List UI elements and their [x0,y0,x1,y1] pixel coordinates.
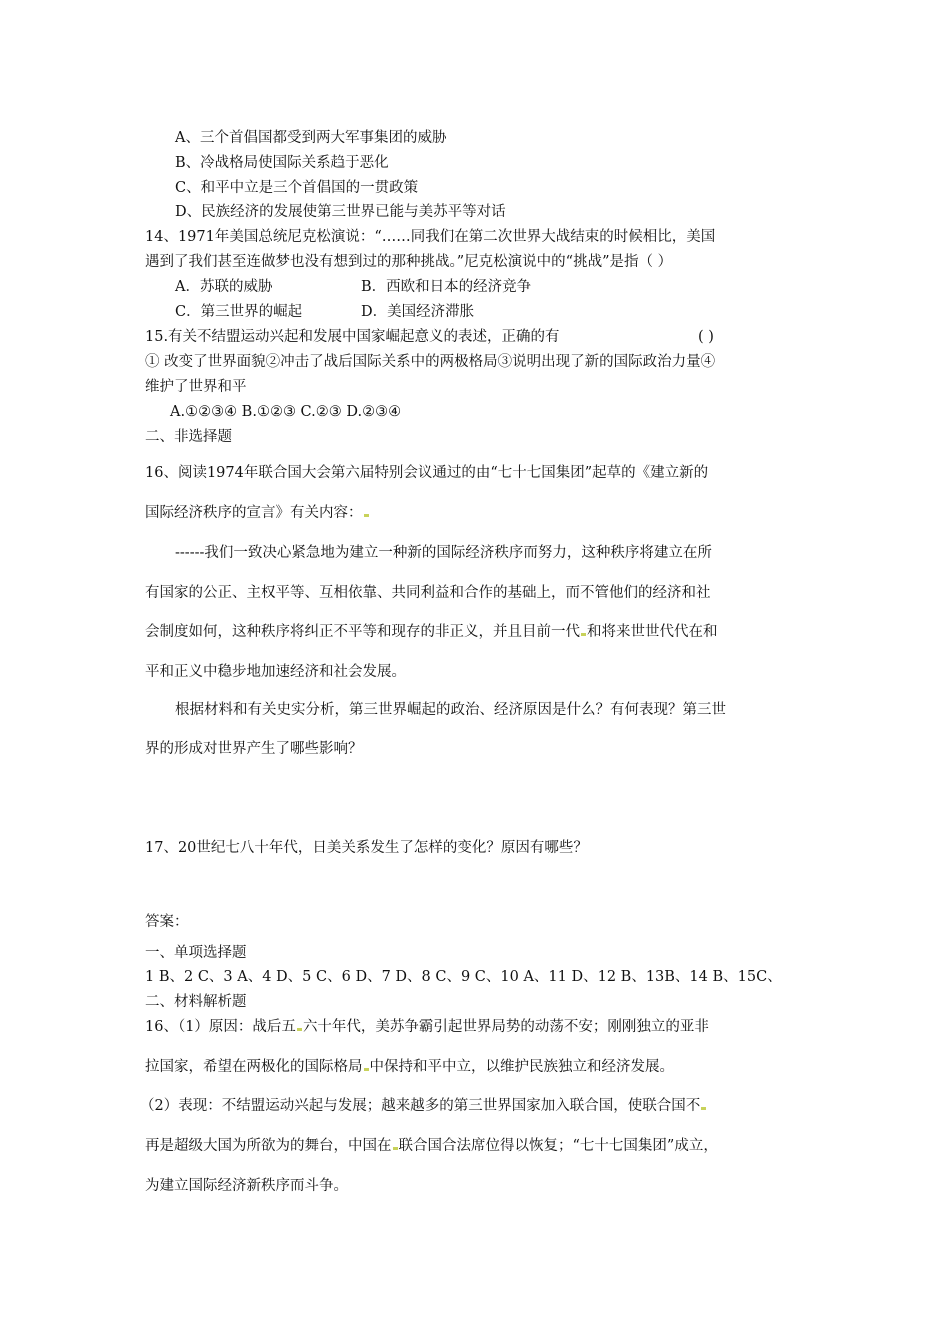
answers-section1: 一、单项选择题 [145,945,247,961]
q14-stem-line1: 14、1971年美国总统尼克松演说：“……同我们在第二次世界大战结束的时候相比，美国 [145,229,716,245]
answer16-line5: 为建立国际经济新秩序而斗争。 [145,1178,348,1194]
q15-answer-paren: ( ) [698,329,714,345]
q16-quote-line2: 有国家的公正、主权平等、互相依靠、共同利益和合作的基础上，而不管他们的经济和社 [145,585,711,601]
q15-stem-line2: ① 改变了世界面貌②冲击了战后国际关系中的两极格局③说明出现了新的国际政治力量④ [145,354,716,370]
edit-mark [297,1028,302,1031]
q15-stem-line1: 15.有关不结盟运动兴起和发展中国家崛起意义的表述，正确的有 [145,329,560,345]
answer16-line2: 拉国家，希望在两极化的国际格局 中保持和平中立，以维护民族独立和经济发展。 [145,1059,674,1075]
q14-option-a: A．苏联的威胁 [175,279,273,295]
answers-choice-list: 1 B、2 C、3 A、4 D、5 C、6 D、7 D、8 C、9 C、10 A、11 D、12 B、13B、14 B、15C、 [145,969,782,985]
answer16-line1: 16、（1）原因：战后五 六十年代，美苏争霸引起世界局势的动荡不安；刚刚独立的亚非 [145,1019,709,1035]
q13-option-d: D、民族经济的发展使第三世界已能与美苏平等对话 [175,204,506,220]
q15-stem-line3: 维护了世界和平 [145,379,247,395]
q16-stem-line2: 国际经济秩序的宣言》有关内容： [145,503,370,523]
q13-option-c: C、和平中立是三个首倡国的一贯政策 [175,180,419,196]
q15-options: A.①②③④ B.①②③ C.②③ D.②③④ [170,404,402,420]
q14-option-c: C．第三世界的崛起 [175,304,303,320]
q14-option-b: B．西欧和日本的经济竞争 [361,279,532,295]
edit-mark [364,514,369,517]
answer16-line3: （2）表现：不结盟运动兴起与发展；越来越多的第三世界国家加入联合国，使联合国不 [140,1096,707,1116]
q13-option-a: A、三个首倡国都受到两大军事集团的威胁 [175,130,447,146]
answers-section2: 二、材料解析题 [145,994,247,1010]
q13-option-b: B、冷战格局使国际关系趋于恶化 [175,155,389,171]
q16-quote-line4: 平和正义中稳步地加速经济和社会发展。 [145,664,406,680]
section2-heading: 二、非选择题 [145,429,232,445]
edit-mark [581,633,586,636]
edit-mark [364,1068,369,1071]
q14-stem-line2: 遇到了我们甚至连做梦也没有想到过的那种挑战。”尼克松演说中的“挑战”是指（ ） [145,254,673,270]
edit-mark [701,1107,706,1110]
q14-option-d: D．美国经济滞胀 [361,304,475,320]
q16-quote-line1: ------我们一致决心紧急地为建立一种新的国际经济秩序而努力，这种秩序将建立在所 [175,545,712,561]
q17-stem: 17、20世纪七八十年代，日美关系发生了怎样的变化？原因有哪些？ [145,840,588,856]
q16-stem-line1: 16、阅读1974年联合国大会第六届特别会议通过的由“七十七国集团”起草的《建立新的 [145,465,709,481]
answers-heading: 答案： [145,914,189,930]
edit-mark [393,1147,398,1150]
q16-quote-line3: 会制度如何，这种秩序将纠正不平等和现存的非正义，并且目前一代 和将来世世代代在和 [145,624,718,640]
q16-question-line1: 根据材料和有关史实分析，第三世界崛起的政治、经济原因是什么？有何表现？第三世 [175,702,726,718]
answer16-line4: 再是超级大国为所欲为的舞台，中国在 联合国合法席位得以恢复；“七十七国集团”成立， [145,1138,718,1154]
q16-question-line2: 界的形成对世界产生了哪些影响？ [145,741,363,757]
